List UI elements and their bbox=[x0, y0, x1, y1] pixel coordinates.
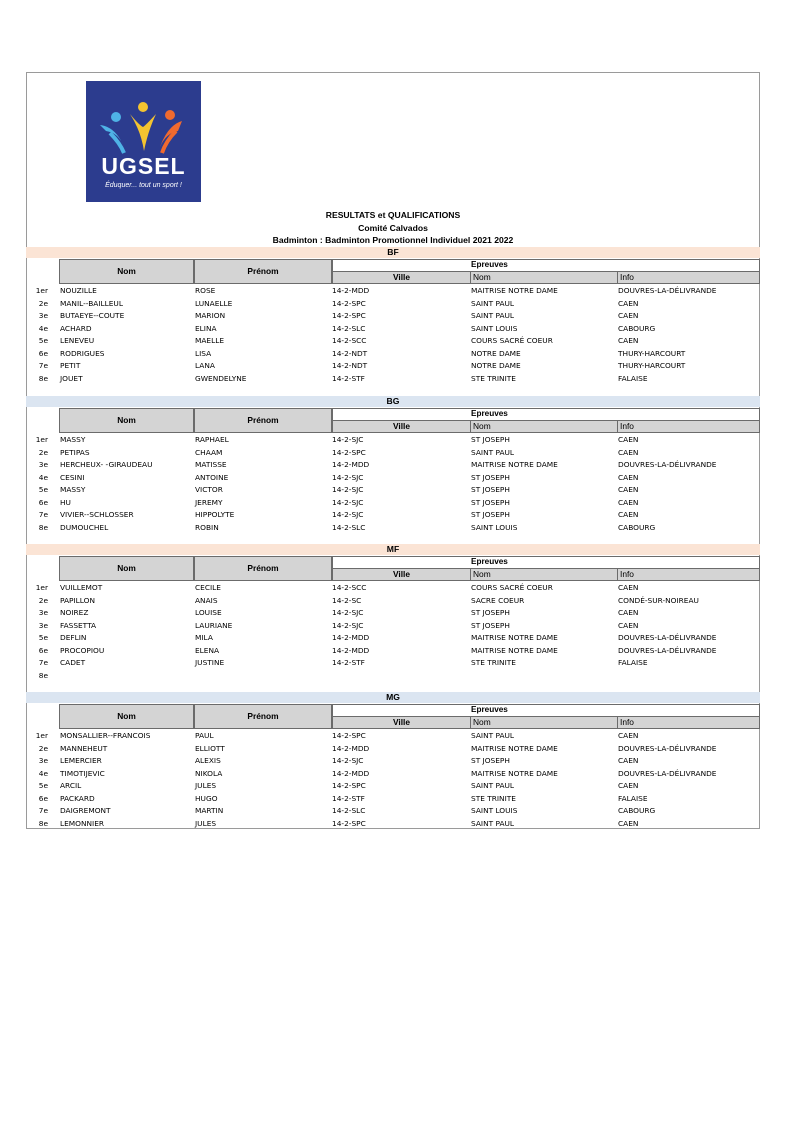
table-row bbox=[26, 620, 760, 633]
section-mf bbox=[26, 544, 760, 682]
section-title: BF bbox=[26, 247, 760, 258]
cell-prenom: MATISSE bbox=[195, 460, 227, 469]
cell-nom: DAIGREMONT bbox=[60, 806, 111, 815]
cell-rank: 6e bbox=[38, 497, 48, 507]
cell-nom: PETIPAS bbox=[60, 447, 90, 457]
cell-prenom: ELLIOTT bbox=[195, 743, 225, 753]
cell-rank: 7e bbox=[38, 361, 48, 370]
cell-ville: 14-2-SLC bbox=[332, 522, 366, 532]
cell-ville: 14-2-SPC bbox=[332, 298, 366, 308]
cell-prenom: ROBIN bbox=[195, 522, 219, 532]
cell-prenom: VICTOR bbox=[195, 485, 223, 494]
cell-prenom: LUNAELLE bbox=[195, 298, 233, 308]
title-competition: Badminton : Badminton Promotionnel Individuel 2021 2022 bbox=[272, 235, 514, 245]
cell-rank: 8e bbox=[38, 373, 48, 383]
cell-prenom: JULES bbox=[195, 818, 217, 828]
cell-rank: 7e bbox=[38, 658, 48, 667]
table-header bbox=[59, 407, 760, 434]
cell-ville: 14-2-MDD bbox=[332, 743, 370, 753]
cell-etablissement: NOTRE DAME bbox=[471, 361, 521, 370]
cell-prenom: ANTOINE bbox=[195, 472, 229, 482]
header-nom: Nom bbox=[59, 704, 194, 729]
cell-ville: 14-2-SJC bbox=[332, 485, 364, 494]
cell-rank: 5e bbox=[38, 633, 48, 642]
cell-info: CAEN bbox=[618, 435, 639, 444]
table-row bbox=[26, 768, 760, 781]
table-header bbox=[59, 555, 760, 582]
cell-prenom: ANAIS bbox=[195, 595, 218, 605]
cell-nom: MASSY bbox=[60, 485, 86, 494]
results-table bbox=[26, 582, 760, 682]
cell-info: THURY-HARCOURT bbox=[618, 348, 686, 358]
cell-etablissement: SAINT PAUL bbox=[471, 731, 515, 740]
cell-rank: 3e bbox=[38, 311, 48, 320]
cell-ville: 14-2-SPC bbox=[332, 818, 366, 828]
cell-etablissement: MAITRISE NOTRE DAME bbox=[471, 645, 558, 655]
cell-info: CAEN bbox=[618, 818, 639, 828]
cell-rank: 3e bbox=[38, 756, 48, 765]
table-row bbox=[26, 360, 760, 373]
header-ep-nom: Nom bbox=[470, 420, 618, 433]
cell-etablissement: ST JOSEPH bbox=[471, 756, 510, 765]
cell-ville: 14-2-MDD bbox=[332, 286, 370, 295]
cell-ville: 14-2-STF bbox=[332, 658, 365, 667]
cell-rank: 7e bbox=[38, 806, 48, 815]
cell-etablissement: SAINT PAUL bbox=[471, 298, 515, 308]
cell-info: DOUVRES-LA-DÉLIVRANDE bbox=[618, 460, 717, 469]
header-ep-info: Info bbox=[617, 716, 760, 729]
cell-prenom: LANA bbox=[195, 361, 215, 370]
cell-nom: LENEVEU bbox=[60, 336, 95, 345]
cell-nom: TIMOTIJEVIC bbox=[60, 768, 105, 778]
cell-etablissement: SAINT PAUL bbox=[471, 781, 515, 790]
cell-info: DOUVRES-LA-DÉLIVRANDE bbox=[618, 743, 717, 753]
section-title: MG bbox=[26, 692, 760, 703]
table-row bbox=[26, 348, 760, 361]
cell-nom: NOIREZ bbox=[60, 608, 89, 617]
header-nom: Nom bbox=[59, 408, 194, 433]
header-ep-nom: Nom bbox=[470, 271, 618, 284]
table-row bbox=[26, 632, 760, 645]
table-row bbox=[26, 323, 760, 336]
header-ep-info: Info bbox=[617, 420, 760, 433]
cell-nom: LEMONNIER bbox=[60, 818, 105, 828]
header-nom: Nom bbox=[59, 259, 194, 284]
cell-info: CAEN bbox=[618, 311, 639, 320]
cell-ville: 14-2-SJC bbox=[332, 756, 364, 765]
cell-info: DOUVRES-LA-DÉLIVRANDE bbox=[618, 286, 717, 295]
cell-etablissement: ST JOSEPH bbox=[471, 620, 510, 630]
header-epreuves: Epreuves bbox=[471, 260, 508, 269]
cell-etablissement: ST JOSEPH bbox=[471, 497, 510, 507]
cell-etablissement: SAINT PAUL bbox=[471, 447, 515, 457]
cell-ville: 14-2-STF bbox=[332, 373, 365, 383]
cell-ville: 14-2-MDD bbox=[332, 645, 370, 655]
cell-ville: 14-2-SPC bbox=[332, 311, 366, 320]
cell-info: CAEN bbox=[618, 608, 639, 617]
cell-info: CAEN bbox=[618, 497, 639, 507]
header-epreuves: Epreuves bbox=[471, 705, 508, 714]
table-row bbox=[26, 743, 760, 756]
cell-nom: PROCOPIOU bbox=[60, 645, 105, 655]
table-row bbox=[26, 447, 760, 460]
header-epreuves: Epreuves bbox=[471, 409, 508, 418]
section-title: BG bbox=[26, 396, 760, 407]
header-ville: Ville bbox=[332, 420, 471, 433]
cell-rank: 7e bbox=[38, 510, 48, 519]
cell-ville: 14-2-SCC bbox=[332, 336, 367, 345]
cell-prenom: MARION bbox=[195, 311, 226, 320]
cell-info: CABOURG bbox=[618, 323, 656, 333]
table-row bbox=[26, 595, 760, 608]
cell-rank: 2e bbox=[38, 447, 48, 457]
cell-info: CAEN bbox=[618, 472, 639, 482]
cell-ville: 14-2-SC bbox=[332, 595, 362, 605]
cell-rank: 3e bbox=[38, 608, 48, 617]
header-ep-info: Info bbox=[617, 271, 760, 284]
header-prenom: Prénom bbox=[194, 556, 332, 581]
cell-etablissement: MAITRISE NOTRE DAME bbox=[471, 743, 558, 753]
table-row bbox=[26, 582, 760, 595]
cell-ville: 14-2-SJC bbox=[332, 510, 364, 519]
cell-rank: 5e bbox=[38, 781, 48, 790]
cell-nom: ACHARD bbox=[60, 323, 92, 333]
cell-ville: 14-2-SJC bbox=[332, 620, 364, 630]
section-mg bbox=[26, 692, 760, 830]
cell-info: CABOURG bbox=[618, 806, 656, 815]
header-ep-nom: Nom bbox=[470, 568, 618, 581]
cell-nom: CESINI bbox=[60, 472, 85, 482]
cell-rank: 6e bbox=[38, 793, 48, 803]
table-row bbox=[26, 793, 760, 806]
cell-nom: BUTAEYE--COUTE bbox=[60, 311, 125, 320]
cell-prenom: RAPHAEL bbox=[195, 435, 229, 444]
title-comite: Comité Calvados bbox=[358, 223, 428, 233]
cell-info: CAEN bbox=[618, 620, 639, 630]
cell-rank: 5e bbox=[38, 485, 48, 494]
table-row bbox=[26, 805, 760, 818]
cell-ville: 14-2-SJC bbox=[332, 608, 364, 617]
table-row bbox=[26, 607, 760, 620]
cell-rank: 1er bbox=[35, 286, 48, 295]
ugsel-logo bbox=[86, 81, 201, 202]
cell-nom: VUILLEMOT bbox=[60, 583, 103, 592]
header-prenom: Prénom bbox=[194, 408, 332, 433]
cell-rank: 8e bbox=[38, 670, 48, 680]
cell-etablissement: MAITRISE NOTRE DAME bbox=[471, 460, 558, 469]
cell-etablissement: SAINT LOUIS bbox=[471, 522, 518, 532]
cell-prenom: LISA bbox=[195, 348, 212, 358]
cell-ville: 14-2-STF bbox=[332, 793, 365, 803]
table-header bbox=[59, 703, 760, 730]
cell-nom: FASSETTA bbox=[60, 620, 97, 630]
table-header bbox=[59, 258, 760, 285]
cell-rank: 1er bbox=[35, 583, 48, 592]
cell-ville: 14-2-MDD bbox=[332, 460, 370, 469]
table-row bbox=[26, 730, 760, 743]
table-row bbox=[26, 818, 760, 831]
cell-rank: 2e bbox=[38, 298, 48, 308]
cell-ville: 14-2-MDD bbox=[332, 768, 370, 778]
header-ville: Ville bbox=[332, 271, 471, 284]
table-row bbox=[26, 657, 760, 670]
table-row bbox=[26, 645, 760, 658]
cell-nom: MASSY bbox=[60, 435, 86, 444]
cell-rank: 1er bbox=[35, 435, 48, 444]
table-row bbox=[26, 285, 760, 298]
cell-etablissement: ST JOSEPH bbox=[471, 472, 510, 482]
cell-etablissement: SACRE COEUR bbox=[471, 595, 525, 605]
section-title: MF bbox=[26, 544, 760, 555]
cell-prenom: MILA bbox=[195, 633, 213, 642]
cell-nom: MANNEHEUT bbox=[60, 743, 108, 753]
cell-etablissement: SAINT LOUIS bbox=[471, 806, 518, 815]
cell-etablissement: COURS SACRÉ COEUR bbox=[471, 336, 553, 345]
cell-etablissement: STE TRINITE bbox=[471, 373, 516, 383]
cell-rank: 6e bbox=[38, 348, 48, 358]
cell-ville: 14-2-SPC bbox=[332, 781, 366, 790]
cell-etablissement: MAITRISE NOTRE DAME bbox=[471, 286, 558, 295]
cell-info: DOUVRES-LA-DÉLIVRANDE bbox=[618, 633, 717, 642]
cell-prenom: LOUISE bbox=[195, 608, 222, 617]
cell-prenom: LAURIANE bbox=[195, 620, 233, 630]
cell-prenom: MAELLE bbox=[195, 336, 225, 345]
cell-info: FALAISE bbox=[618, 793, 648, 803]
header-ep-info: Info bbox=[617, 568, 760, 581]
table-row bbox=[26, 373, 760, 386]
cell-ville: 14-2-NDT bbox=[332, 361, 368, 370]
cell-prenom: NIKOLA bbox=[195, 768, 223, 778]
cell-prenom: ALEXIS bbox=[195, 756, 221, 765]
header-ep-nom: Nom bbox=[470, 716, 618, 729]
cell-etablissement: ST JOSEPH bbox=[471, 510, 510, 519]
logo-tagline: Éduquer... tout un sport ! bbox=[105, 182, 182, 189]
cell-prenom: CHAAM bbox=[195, 447, 223, 457]
section-bf bbox=[26, 247, 760, 385]
cell-nom: RODRIGUES bbox=[60, 348, 105, 358]
cell-ville: 14-2-SLC bbox=[332, 806, 366, 815]
title-resultats: RESULTATS et QUALIFICATIONS bbox=[325, 210, 461, 220]
cell-nom: MANIL--BAILLEUL bbox=[60, 298, 123, 308]
table-row bbox=[26, 497, 760, 510]
cell-rank: 4e bbox=[38, 768, 48, 778]
cell-prenom: PAUL bbox=[195, 731, 214, 740]
cell-rank: 4e bbox=[38, 472, 48, 482]
header-ville: Ville bbox=[332, 568, 471, 581]
cell-info: DOUVRES-LA-DÉLIVRANDE bbox=[618, 645, 717, 655]
table-row bbox=[26, 298, 760, 311]
cell-nom: LEMERCIER bbox=[60, 756, 102, 765]
cell-ville: 14-2-SPC bbox=[332, 731, 366, 740]
results-table bbox=[26, 730, 760, 830]
cell-ville: 14-2-MDD bbox=[332, 633, 370, 642]
cell-nom: ARCIL bbox=[60, 781, 82, 790]
table-row bbox=[26, 459, 760, 472]
cell-etablissement: STE TRINITE bbox=[471, 793, 516, 803]
header-nom: Nom bbox=[59, 556, 194, 581]
cell-info: FALAISE bbox=[618, 658, 648, 667]
table-row bbox=[26, 472, 760, 485]
cell-prenom: GWENDELYNE bbox=[195, 373, 247, 383]
cell-info: THURY-HARCOURT bbox=[618, 361, 686, 370]
cell-prenom: MARTIN bbox=[195, 806, 224, 815]
cell-etablissement: SAINT LOUIS bbox=[471, 323, 518, 333]
cell-info: CAEN bbox=[618, 298, 639, 308]
cell-etablissement: ST JOSEPH bbox=[471, 608, 510, 617]
cell-rank: 3e bbox=[38, 460, 48, 469]
cell-ville: 14-2-SPC bbox=[332, 447, 366, 457]
cell-nom: HU bbox=[60, 497, 71, 507]
cell-prenom: JUSTINE bbox=[195, 658, 225, 667]
cell-ville: 14-2-SLC bbox=[332, 323, 366, 333]
cell-info: CAEN bbox=[618, 485, 639, 494]
cell-prenom: ROSE bbox=[195, 286, 216, 295]
cell-nom: JOUET bbox=[60, 373, 83, 383]
table-row bbox=[26, 780, 760, 793]
cell-prenom: JULES bbox=[195, 781, 217, 790]
cell-info: CAEN bbox=[618, 756, 639, 765]
cell-info: CAEN bbox=[618, 731, 639, 740]
cell-etablissement: SAINT PAUL bbox=[471, 818, 515, 828]
cell-info: CAEN bbox=[618, 583, 639, 592]
cell-ville: 14-2-SJC bbox=[332, 472, 364, 482]
cell-ville: 14-2-SCC bbox=[332, 583, 367, 592]
cell-nom: HERCHEUX- -GIRAUDEAU bbox=[60, 460, 153, 469]
cell-prenom: HIPPOLYTE bbox=[195, 510, 235, 519]
cell-etablissement: MAITRISE NOTRE DAME bbox=[471, 768, 558, 778]
cell-rank: 6e bbox=[38, 645, 48, 655]
cell-prenom: ELINA bbox=[195, 323, 217, 333]
cell-info: CAEN bbox=[618, 510, 639, 519]
cell-info: CAEN bbox=[618, 781, 639, 790]
logo-brand: UGSEL bbox=[101, 153, 186, 179]
cell-etablissement: STE TRINITE bbox=[471, 658, 516, 667]
cell-info: CAEN bbox=[618, 336, 639, 345]
cell-etablissement: SAINT PAUL bbox=[471, 311, 515, 320]
cell-info: CAEN bbox=[618, 447, 639, 457]
table-row bbox=[26, 670, 760, 683]
cell-info: CABOURG bbox=[618, 522, 656, 532]
cell-info: FALAISE bbox=[618, 373, 648, 383]
header-prenom: Prénom bbox=[194, 259, 332, 284]
cell-prenom: HUGO bbox=[195, 793, 218, 803]
cell-etablissement: MAITRISE NOTRE DAME bbox=[471, 633, 558, 642]
results-table bbox=[26, 285, 760, 385]
header-epreuves: Epreuves bbox=[471, 557, 508, 566]
cell-etablissement: COURS SACRÉ COEUR bbox=[471, 583, 553, 592]
cell-nom: CADET bbox=[60, 658, 86, 667]
header-prenom: Prénom bbox=[194, 704, 332, 729]
cell-info: DOUVRES-LA-DÉLIVRANDE bbox=[618, 768, 717, 778]
cell-rank: 5e bbox=[38, 336, 48, 345]
cell-nom: DEFLIN bbox=[60, 633, 87, 642]
cell-ville: 14-2-NDT bbox=[332, 348, 368, 358]
table-row bbox=[26, 522, 760, 535]
table-row bbox=[26, 755, 760, 768]
cell-info: CONDÉ-SUR-NOIREAU bbox=[618, 595, 699, 605]
cell-rank: 3e bbox=[38, 620, 48, 630]
cell-etablissement: ST JOSEPH bbox=[471, 485, 510, 494]
cell-prenom: CECILE bbox=[195, 583, 221, 592]
cell-prenom: JEREMY bbox=[195, 497, 223, 507]
table-row bbox=[26, 434, 760, 447]
cell-rank: 8e bbox=[38, 818, 48, 828]
table-row bbox=[26, 310, 760, 323]
table-row bbox=[26, 509, 760, 522]
cell-etablissement: ST JOSEPH bbox=[471, 435, 510, 444]
cell-nom: DUMOUCHEL bbox=[60, 522, 109, 532]
cell-etablissement: NOTRE DAME bbox=[471, 348, 521, 358]
cell-nom: PACKARD bbox=[60, 793, 95, 803]
cell-nom: NOUZILLE bbox=[60, 286, 97, 295]
cell-ville: 14-2-SJC bbox=[332, 435, 364, 444]
table-row bbox=[26, 484, 760, 497]
cell-prenom: ELENA bbox=[195, 645, 220, 655]
cell-ville: 14-2-SJC bbox=[332, 497, 364, 507]
header-ville: Ville bbox=[332, 716, 471, 729]
cell-nom: PAPILLON bbox=[60, 595, 95, 605]
cell-rank: 2e bbox=[38, 595, 48, 605]
results-table bbox=[26, 434, 760, 534]
cell-rank: 4e bbox=[38, 323, 48, 333]
cell-nom: VIVIER--SCHLOSSER bbox=[60, 510, 134, 519]
cell-rank: 1er bbox=[35, 731, 48, 740]
cell-nom: PETIT bbox=[60, 361, 81, 370]
cell-rank: 8e bbox=[38, 522, 48, 532]
cell-nom: MONSALLIER--FRANCOIS bbox=[60, 731, 151, 740]
section-bg bbox=[26, 396, 760, 534]
table-row bbox=[26, 335, 760, 348]
cell-rank: 2e bbox=[38, 743, 48, 753]
